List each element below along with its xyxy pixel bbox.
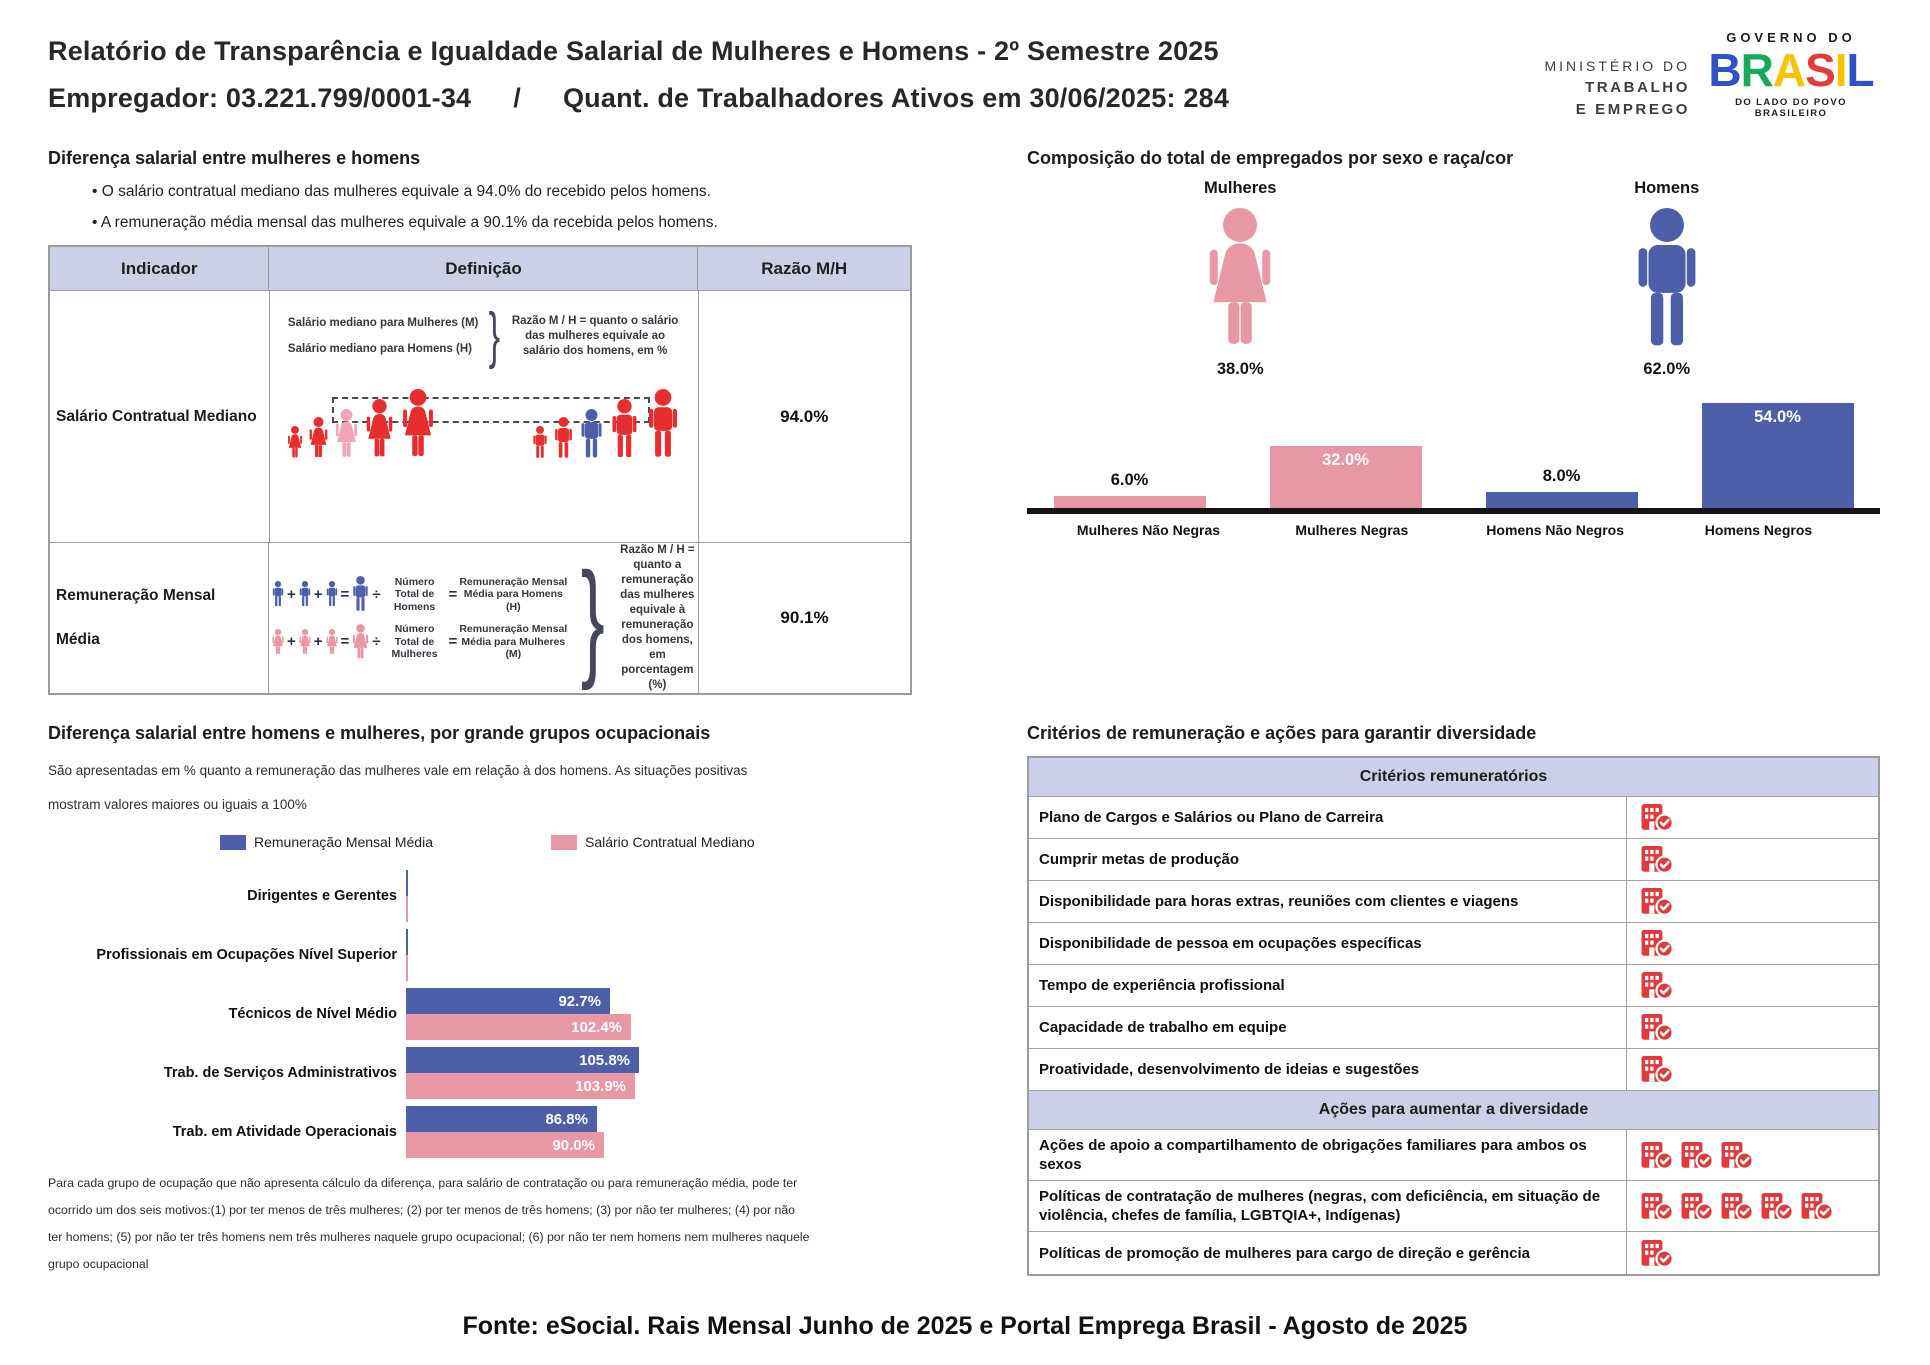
criteria-row: Plano de Cargos e Salários ou Plano de Carreira — [1029, 797, 1878, 839]
female-figure-icon — [298, 629, 312, 655]
column-header-razao: Razão M/H — [698, 247, 910, 291]
diversity-table — [1027, 756, 1880, 1276]
criteria-row: Disponibilidade para horas extras, reuniões com clientes e viagens — [1029, 881, 1878, 923]
male-figure-icon — [351, 576, 370, 612]
building-check-icon — [1640, 930, 1675, 957]
chart-baseline — [1027, 508, 1880, 514]
building-check-icon — [1640, 1193, 1675, 1220]
female-figure-icon — [1202, 208, 1278, 350]
women-average-formula: + + = ÷ Número Total de Mulheres = Remuneração Mensal Média para Mulheres (M) — [271, 623, 567, 661]
female-figure-icon — [271, 629, 285, 655]
building-check-icon — [1760, 1193, 1795, 1220]
median-women-label: Salário mediano para Mulheres (M) — [287, 317, 479, 329]
group-tecnicos-nivel-medio: Técnicos de Nível Médio 92.7% 102.4% — [48, 988, 912, 1040]
female-figure-icon — [325, 629, 339, 655]
diversity-section — [1027, 723, 1880, 1276]
building-check-icon — [1640, 1240, 1675, 1267]
building-check-icon — [1800, 1193, 1835, 1220]
female-figure-icon — [363, 399, 396, 459]
category-label: Homens Negros — [1704, 522, 1813, 538]
page-title: Relatório de Transparência e Igualdade Salarial de Mulheres e Homens - 2º Semestre 2025 — [48, 36, 1219, 66]
ministry-logo — [1495, 58, 1690, 118]
race-composition-chart — [1027, 403, 1880, 538]
male-figure-icon — [1629, 208, 1705, 350]
ratio-definition-note: Razão M / H = quanto o salário das mulheres equivale ao salário dos homens, em % — [511, 314, 679, 357]
occupational-subtitle-line1: São apresentadas em % quanto a remuneração das mulheres vale em relação à dos homens. As situações positivas — [48, 763, 748, 778]
ministry-line1: MINISTÉRIO DO — [1544, 58, 1690, 74]
male-figure-icon — [531, 426, 549, 459]
female-figure-icon — [351, 624, 370, 660]
bar-homens-nao-negros — [1486, 467, 1638, 508]
diversity-title: Critérios de remuneração e ações para garantir diversidade — [1027, 723, 1537, 743]
building-check-icon — [1640, 888, 1675, 915]
table-row-remuneracao-media — [50, 543, 910, 693]
brace-glyph: } — [489, 301, 501, 370]
group-atividade-operacionais: Trab. em Atividade Operacionais 86.8% 90.0% — [48, 1106, 912, 1158]
women-divisor-label: Número Total de Mulheres — [391, 623, 438, 660]
indicator-label-line2: Média — [56, 631, 100, 648]
bar-value-label: 54.0% — [1754, 408, 1801, 426]
men-summary — [1454, 179, 1881, 379]
category-label: Homens Não Negros — [1486, 522, 1624, 538]
bar-value-label: 6.0% — [1110, 471, 1149, 489]
ratio-value-media: 90.1% — [780, 608, 829, 627]
brace-glyph: } — [581, 545, 605, 691]
category-label: Mulheres Negras — [1295, 522, 1409, 538]
pink-swatch — [551, 835, 577, 850]
men-divisor-label: Número Total de Homens — [393, 575, 436, 613]
group-servicos-administrativos: Trab. de Serviços Administrativos 105.8% 103.9% — [48, 1047, 912, 1099]
indicator-label-line1: Remuneração Mensal — [56, 587, 216, 604]
header-separator: / — [513, 83, 521, 113]
pay-gap-bullet-2: • A remuneração média mensal das mulheres equivale a 90.1% da recebida pelos homens. — [92, 214, 718, 231]
median-men-label: Salário mediano para Homens (H) — [287, 343, 472, 355]
women-percentage: 38.0% — [1216, 360, 1264, 378]
bar-value-label: 32.0% — [1322, 451, 1369, 469]
employer-id: Empregador: 03.221.799/0001-34 — [48, 83, 472, 113]
category-label: Mulheres Não Negras — [1076, 522, 1221, 538]
women-label: Mulheres — [1204, 179, 1277, 197]
legend-remuneracao-media: Remuneração Mensal Média — [220, 834, 433, 850]
composition-section — [1027, 148, 1880, 538]
male-figure-icon — [298, 581, 312, 607]
occupational-title: Diferença salarial entre homens e mulheres, por grande grupos ocupacionais — [48, 723, 711, 743]
criteria-header: Critérios remuneratórios — [1029, 758, 1878, 797]
bar-mulheres-negras — [1270, 446, 1422, 508]
action-row: Políticas de promoção de mulheres para cargo de direção e gerência — [1029, 1232, 1878, 1274]
female-figure-icon — [307, 417, 330, 459]
criteria-row: Tempo de experiência profissional — [1029, 965, 1878, 1007]
building-check-icon — [1720, 1142, 1755, 1169]
male-figure-icon — [608, 399, 641, 459]
active-workers-count: Quant. de Trabalhadores Ativos em 30/06/2025: 284 — [562, 83, 1230, 113]
chart-legend — [220, 834, 912, 850]
action-row: Políticas de contratação de mulheres (negras, com deficiência, em situação de violência, chefes de família, LGBTQIA+, Indígenas) — [1029, 1181, 1878, 1232]
group-profissionais-superior: Profissionais em Ocupações Nível Superior — [48, 929, 912, 981]
ratio-value-mediano: 94.0% — [780, 406, 829, 426]
table-row-salario-mediano — [50, 291, 910, 543]
women-summary — [1027, 179, 1454, 379]
building-check-icon — [1640, 804, 1675, 831]
indicator-label: Salário Contratual Mediano — [50, 291, 270, 542]
pay-gap-title: Diferença salarial entre mulheres e homens — [48, 148, 421, 168]
occupational-gap-section — [48, 723, 912, 1278]
building-check-icon — [1720, 1193, 1755, 1220]
pay-gap-table — [48, 245, 912, 695]
criteria-row: Proatividade, desenvolvimento de ideias e sugestões — [1029, 1049, 1878, 1091]
male-figure-icon — [271, 581, 285, 607]
legend-salario-mediano: Salário Contratual Mediano — [551, 834, 755, 850]
building-check-icon — [1640, 972, 1675, 999]
column-header-indicador: Indicador — [50, 247, 269, 291]
blue-swatch — [220, 835, 246, 850]
gov-logo-slogan: DO LADO DO POVO BRASILEIRO — [1735, 97, 1847, 119]
building-check-icon — [1640, 1056, 1675, 1083]
female-figure-icon — [333, 409, 360, 459]
bar-homens-negros — [1702, 403, 1854, 508]
female-figure-icon — [399, 389, 437, 459]
pay-gap-section — [48, 148, 912, 695]
female-figure-icon — [286, 426, 304, 459]
men-result-label: Remuneração Mensal Média para Homens (H) — [459, 575, 568, 613]
ministry-line3: E EMPREGO — [1575, 101, 1690, 118]
bar-value-label: 8.0% — [1542, 467, 1581, 485]
group-dirigentes: Dirigentes e Gerentes — [48, 870, 912, 922]
building-check-icon — [1640, 1014, 1675, 1041]
male-figure-icon — [325, 581, 339, 607]
male-figure-icon — [644, 389, 682, 459]
men-average-formula: + + = ÷ Número Total de Homens = Remuneração Mensal Média para Homens (H) — [271, 576, 567, 614]
criteria-row: Cumprir metas de produção — [1029, 839, 1878, 881]
building-check-icon — [1680, 1142, 1715, 1169]
brasil-wordmark: BRASIL — [1708, 44, 1874, 96]
criteria-row: Capacidade de trabalho em equipe — [1029, 1007, 1878, 1049]
ratio-definition-note: Razão M / H = quanto a remuneração das mulheres equivale à remuneração dos homens, em porcentagem (%) — [620, 544, 695, 691]
bar-mulheres-nao-negras — [1054, 471, 1206, 508]
source-footer: Fonte: eSocial. Rais Mensal Junho de 2025 e Portal Emprega Brasil - Agosto de 2025 — [462, 1312, 1468, 1340]
ministry-line2: TRABALHO — [1585, 79, 1690, 96]
column-header-definicao: Definição — [269, 247, 698, 291]
male-figure-icon — [578, 409, 605, 459]
chart-footnote: Para cada grupo de ocupação que não apresenta cálculo da diferença, para salário de contratação ou para remuneração média, pode ter ocorrido um dos seis motivos:(1) por ter menos de três mulheres; (2) por ter menos de três homens; (3) por não ter mulheres; (4) por não ter homens; (5) por não ter três homens nem três mulheres naquele grupo ocupacional; (6) por não ter nem homens nem mulheres naquele grupo ocupacional — [48, 1176, 810, 1271]
male-figure-icon — [552, 417, 575, 459]
pay-gap-bullet-1: • O salário contratual mediano das mulheres equivale a 94.0% do recebido pelos homens. — [92, 183, 711, 200]
gov-logo-top-text: GOVERNO DO — [1726, 30, 1856, 45]
building-check-icon — [1640, 846, 1675, 873]
report-header — [48, 36, 1229, 114]
men-percentage: 62.0% — [1643, 360, 1691, 378]
criteria-row: Disponibilidade de pessoa em ocupações específicas — [1029, 923, 1878, 965]
building-check-icon — [1680, 1193, 1715, 1220]
occupational-bar-chart — [48, 870, 912, 1158]
people-comparison-diagram — [280, 381, 688, 459]
governo-do-brasil-logo — [1698, 30, 1884, 119]
composition-title: Composição do total de empregados por sexo e raça/cor — [1027, 148, 1514, 168]
actions-header: Ações para aumentar a diversidade — [1029, 1091, 1878, 1130]
occupational-subtitle-line2: mostram valores maiores ou iguais a 100% — [48, 797, 307, 812]
action-row: Ações de apoio a compartilhamento de obrigações familiares para ambos os sexos — [1029, 1130, 1878, 1181]
men-label: Homens — [1634, 179, 1700, 197]
women-result-label: Remuneração Mensal Média para Mulheres (M) — [459, 623, 568, 660]
building-check-icon — [1640, 1142, 1675, 1169]
